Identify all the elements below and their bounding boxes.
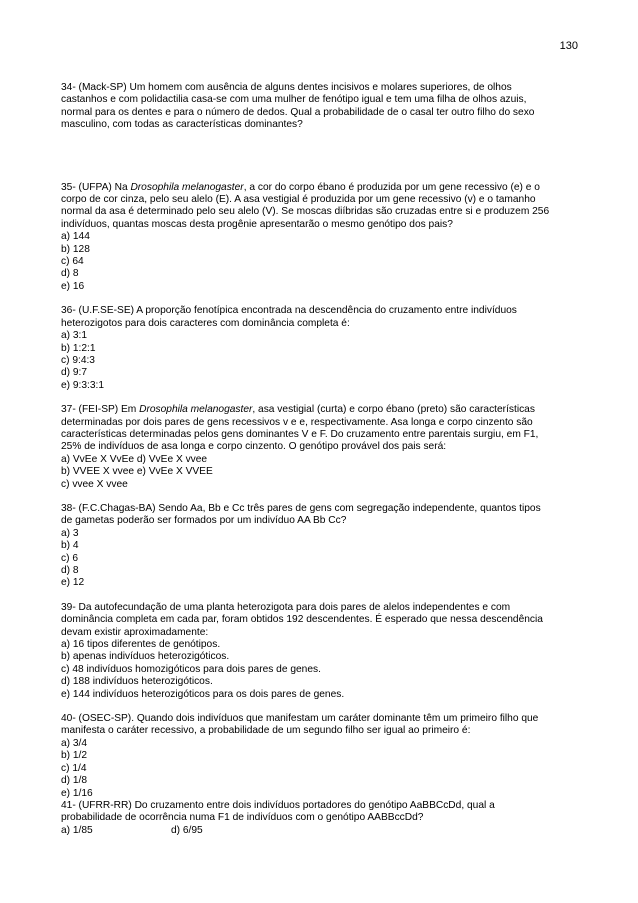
q40-option-c: c) 1/4: [61, 762, 87, 774]
q37-options-a-d: a) VvEe X VvEe d) VvEe X vvee: [61, 453, 208, 465]
q37-line-1-end: , asa vestigial (curta) e corpo ébano (preto) são características: [252, 404, 535, 416]
q35-line-4: indivíduos, quantas moscas desta progênie apresentarão o mesmo genótipo dos pais?: [61, 218, 453, 230]
q40-option-d: d) 1/8: [61, 775, 88, 787]
question-37: [61, 404, 581, 491]
document-body: [61, 82, 581, 837]
q41-option-a: a) 1/85: [61, 824, 93, 836]
question-35: [61, 182, 581, 294]
q37-options-b-e: b) VVEE X vvee e) VvEe X VVEE: [61, 466, 213, 478]
q39-option-b: b) apenas indivíduos heterozigóticos.: [61, 651, 230, 663]
q35-line-1-start: 35- (UFPA) Na: [61, 181, 131, 193]
q35-line-2: corpo de cor cinza, pelo seu alelo (E). A asa vestigial é produzida por um gene recessivo (v) e o tamanho: [61, 194, 536, 206]
q35-option-c: c) 64: [61, 256, 84, 268]
q35-option-b: b) 128: [61, 243, 90, 255]
q39-option-a: a) 16 tipos diferentes de genótipos.: [61, 639, 221, 651]
q34-line-3: normal para os dentes e para o número de dedos. Qual a probabilidade de o casal ter outro filho do sexo: [61, 106, 535, 118]
q39-option-c: c) 48 indivíduos homozigóticos para dois pares de genes.: [61, 663, 321, 675]
q38-option-c: c) 6: [61, 552, 78, 564]
q40-option-b: b) 1/2: [61, 750, 88, 762]
q36-line-1: 36- (U.F.SE-SE) A proporção fenotípica encontrada na descendência do cruzamento entre indivíduos: [61, 305, 517, 317]
q41-options-row: [61, 825, 581, 837]
q40-line-2: manifesta o caráter recessivo, a probabilidade de um segundo filho ser igual ao primeiro é:: [61, 725, 471, 737]
q37-line-4: 25% de indivíduos de asa longa e corpo cinzento. O genótipo provável dos pais será:: [61, 441, 447, 453]
q36-option-b: b) 1:2:1: [61, 342, 96, 354]
q35-species-name: Drosophila melanogaster: [130, 181, 244, 193]
q35-option-a: a) 144: [61, 231, 90, 243]
q39-line-2: dominância completa em cada par, foram obtidos 192 descendentes. É esperado que nessa descendência: [61, 614, 543, 626]
q35-option-d: d) 8: [61, 268, 79, 280]
q37-line-3: características determinadas pelos gens dominantes V e F. Do cruzamento entre parentais surgiu, em F1,: [61, 428, 539, 440]
q40-line-1: 40- (OSEC-SP). Quando dois indivíduos que manifestam um caráter dominante têm um primeiro filho que: [61, 713, 539, 725]
q41-line-1: 41- (UFRR-RR) Do cruzamento entre dois indivíduos portadores do genótipo AaBBCcDd, qual a: [61, 799, 495, 811]
question-38: [61, 503, 581, 590]
q34-line-2: castanhos e com polidactilia casa-se com uma mulher de fenótipo igual e tem uma filha de olhos azuis,: [61, 94, 527, 106]
q39-line-1: 39- Da autofecundação de uma planta heterozigota para dois pares de alelos independentes e com: [61, 601, 511, 613]
q34-line-1: 34- (Mack-SP) Um homem com ausência de alguns dentes incisivos e molares superiores, de olhos: [61, 82, 512, 93]
question-40: [61, 713, 581, 800]
question-36: [61, 305, 581, 392]
q38-option-d: d) 8: [61, 565, 79, 576]
q38-option-a: a) 3: [61, 527, 79, 539]
q36-option-e: e) 9:3:3:1: [61, 379, 105, 391]
q35-line-3: normal da asa é determinado pelo seu alelo (V). Se moscas diíbridas são cruzadas entre si e produzem 256: [61, 206, 550, 218]
q38-option-b: b) 4: [61, 540, 79, 552]
q37-line-2: determinadas por dois pares de gens recessivos v e e, respectivamente. Asa longa e corpo cinzento são: [61, 416, 533, 428]
q37-option-c: c) vvee X vvee: [61, 478, 128, 490]
page-number: 130: [559, 40, 578, 52]
q37-species-name: Drosophila melanogaster: [139, 404, 253, 416]
question-41: [61, 800, 581, 837]
q35-line-1-end: , a cor do corpo ébano é produzida por um gene recessivo (e) e o: [243, 181, 540, 193]
q34-line-4: masculino, com todas as características dominantes?: [61, 119, 303, 131]
q40-option-a: a) 3/4: [61, 737, 88, 749]
q36-option-c: c) 9:4:3: [61, 354, 95, 366]
question-39: [61, 602, 581, 701]
question-34: [61, 82, 581, 132]
q36-option-d: d) 9:7: [61, 367, 88, 379]
q36-option-a: a) 3:1: [61, 330, 88, 342]
q38-line-2: de gametas poderão ser formados por um indivíduo AA Bb Cc?: [61, 515, 347, 527]
q35-option-e: e) 16: [61, 280, 85, 292]
q39-option-d: d) 188 indivíduos heterozigóticos.: [61, 676, 213, 688]
q38-option-e: e) 12: [61, 577, 85, 589]
q39-option-e: e) 144 indivíduos heterozigóticos para os dois pares de genes.: [61, 688, 345, 700]
q41-line-2: probabilidade de ocorrência numa F1 de indivíduos com o genótipo AABBccDd?: [61, 812, 424, 824]
q40-option-e: e) 1/16: [61, 787, 93, 799]
q38-line-1: 38- (F.C.Chagas-BA) Sendo Aa, Bb e Cc três pares de gens com segregação independente, quantos tipos: [61, 502, 541, 514]
q36-line-2: heterozigotos para dois caracteres com dominância completa é:: [61, 317, 350, 329]
q39-line-3: devam existir aproximadamente:: [61, 626, 209, 638]
q41-option-d: d) 6/95: [171, 824, 203, 836]
q35-line-1: [61, 182, 581, 194]
q37-line-1-start: 37- (FEI-SP) Em: [61, 404, 140, 416]
q37-line-1: [61, 404, 581, 416]
